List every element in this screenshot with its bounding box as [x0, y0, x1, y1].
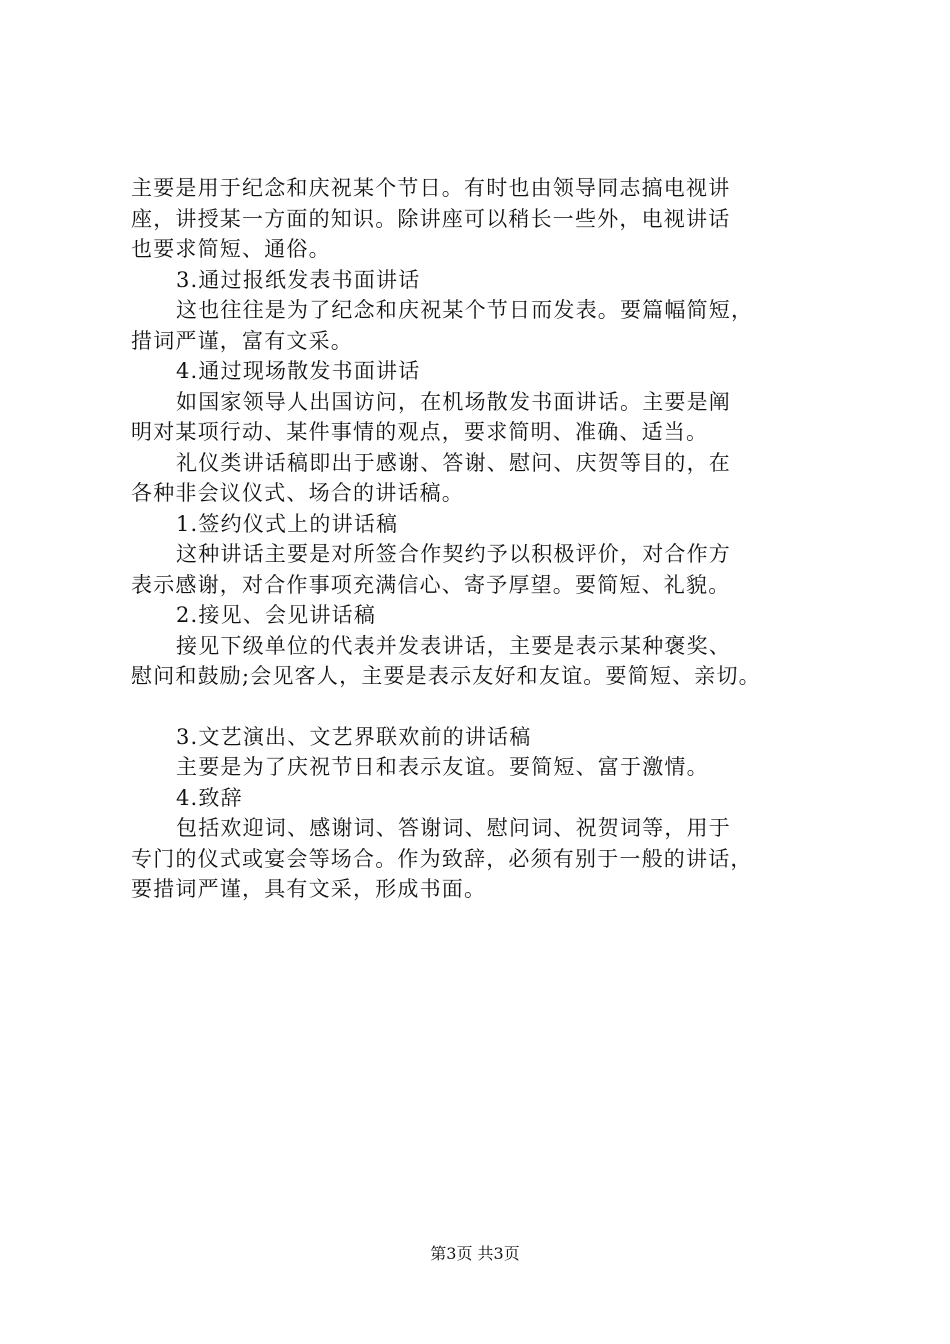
section-heading: 3.文艺演出、文艺界联欢前的讲话稿 [176, 724, 532, 749]
body-line: 主要是为了庆祝节日和表示友谊。要简短、富于激情。 [176, 755, 709, 779]
body-line: 这种讲话主要是对所签合作契约予以积极评价，对合作方 [176, 542, 731, 566]
section-heading: 1.签约仪式上的讲话稿 [176, 511, 399, 536]
body-line: 慰问和鼓励;会见客人，主要是表示友好和友谊。要简短、亲切。 [131, 664, 761, 688]
body-line: 也要求简短、通俗。 [131, 237, 331, 261]
document-body [131, 173, 831, 905]
body-line: 明对某项行动、某件事情的观点，要求简明、准确、适当。 [131, 420, 709, 444]
paragraph-gap [131, 692, 831, 722]
body-line: 要措词严谨，具有文采，形成书面。 [131, 877, 487, 901]
section-heading: 2.接见、会见讲话稿 [176, 603, 377, 627]
body-line: 座，讲授某一方面的知识。除讲座可以稍长一些外，电视讲话 [131, 206, 731, 231]
body-line: 专门的仪式或宴会等场合。作为致辞，必须有别于一般的讲话， [131, 846, 753, 871]
body-line: 这也往往是为了纪念和庆祝某个节日而发表。要篇幅简短， [176, 298, 754, 322]
section-heading: 4.通过现场散发书面讲话 [176, 359, 421, 383]
body-line: 包括欢迎词、感谢词、答谢词、慰问词、祝贺词等，用于 [176, 816, 731, 840]
body-line: 各种非会议仪式、场合的讲话稿。 [131, 481, 464, 505]
page-footer: 第3页 共3页 [430, 1244, 520, 1263]
body-line: 接见下级单位的代表并发表讲话，主要是表示某种褒奖、 [176, 633, 731, 658]
section-heading: 4.致辞 [176, 785, 243, 810]
body-line: 礼仪类讲话稿即出于感谢、答谢、慰问、庆贺等目的，在 [176, 450, 731, 475]
section-heading: 3.通过报纸发表书面讲话 [176, 267, 421, 292]
body-line: 措词严谨，富有文采。 [131, 328, 353, 353]
body-line: 主要是用于纪念和庆祝某个节日。有时也由领导同志搞电视讲 [131, 176, 731, 200]
body-line: 表示感谢，对合作事项充满信心、寄予厚望。要简短、礼貌。 [131, 572, 731, 597]
body-line: 如国家领导人出国访问，在机场散发书面讲话。主要是阐 [176, 389, 731, 414]
